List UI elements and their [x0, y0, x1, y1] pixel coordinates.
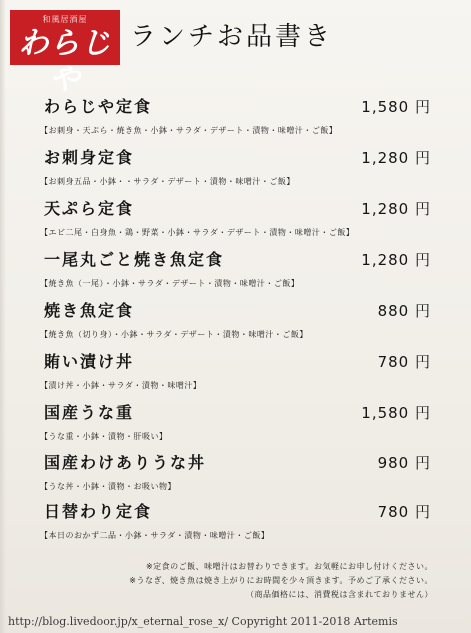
menu-item	[0, 95, 471, 145]
menu-item	[0, 401, 471, 451]
menu-item-name: 賄い漬け丼	[44, 352, 135, 371]
menu-item-price: 780 円	[377, 503, 431, 521]
menu-item-price: 1,280 円	[361, 200, 431, 218]
menu-item-description: 【お刺身・天ぷら・焼き魚・小鉢・サラダ・デザート・漬物・味噌汁・ご飯】	[40, 126, 338, 135]
menu-item-price: 1,580 円	[361, 98, 431, 116]
menu-item	[0, 146, 471, 196]
menu-item-name: 国産わけありうな丼	[44, 453, 207, 472]
menu-item-description: 【お刺身五品・小鉢・・サラダ・デザート・漬物・味噌汁・ご飯】	[40, 177, 295, 186]
menu-item-description: 【うな丼・小鉢・漬物・お吸い物】	[40, 482, 176, 491]
menu-item	[0, 500, 471, 550]
menu-item	[0, 451, 471, 501]
menu-item	[0, 299, 471, 349]
logo-name: わらじや	[18, 26, 112, 97]
menu-item-price: 1,280 円	[361, 251, 431, 269]
menu-item-description: 【焼き魚（切り身）・小鉢・サラダ・デザート・漬物・味噌汁・ご飯】	[40, 330, 308, 339]
menu-item-price: 880 円	[377, 302, 431, 320]
menu-item-description: 【エビ二尾・白身魚・鶏・野菜・小鉢・サラダ・デザート・漬物・味噌汁・ご飯】	[40, 228, 355, 237]
page-title: ランチお品書き	[130, 22, 334, 52]
note-line: （商品価格には、消費税は含まれておりません）	[246, 590, 433, 599]
menu-item-price: 1,580 円	[361, 404, 431, 422]
menu-item	[0, 248, 471, 298]
menu-item-description: 【うな重・小鉢・漬物・肝吸い】	[40, 432, 168, 441]
menu-item	[0, 350, 471, 400]
note-line: ※定食のご飯、味噌汁はお替わりできます。お気軽にお申し付けください。	[145, 562, 433, 571]
menu-item-price: 780 円	[377, 353, 431, 371]
menu-item-price: 980 円	[377, 454, 431, 472]
menu-item-name: お刺身定食	[44, 148, 135, 167]
menu-item	[0, 197, 471, 247]
menu-item-price: 1,280 円	[361, 149, 431, 167]
menu-item-description: 【焼き魚（一尾）・小鉢・サラダ・デザート・漬物・味噌汁・ご飯】	[40, 279, 300, 288]
restaurant-logo	[10, 10, 120, 97]
menu-item-name: 国産うな重	[44, 403, 135, 422]
menu-item-description: 【本日のおかず二品・小鉢・サラダ・漬物・味噌汁・ご飯】	[40, 531, 270, 540]
menu-item-name: 焼き魚定食	[44, 301, 135, 320]
note-line: ※うなぎ、焼き魚は焼き上がりにお時間を少々頂きます。予めご了承ください。	[129, 576, 433, 585]
copyright-footer: http://blog.livedoor.jp/x_eternal_rose_x/ Copyright 2011-2018 Artemis	[8, 615, 398, 628]
logo-subtitle: 和風居酒屋	[42, 15, 88, 24]
menu-item-name: わらじや定食	[44, 97, 153, 116]
menu-item-name: 日替わり定食	[44, 502, 153, 521]
menu-item-name: 天ぷら定食	[44, 199, 135, 218]
menu-item-description: 【漬け丼・小鉢・サラダ・漬物・味噌汁】	[40, 381, 202, 390]
menu-item-name: 一尾丸ごと焼き魚定食	[44, 250, 225, 269]
